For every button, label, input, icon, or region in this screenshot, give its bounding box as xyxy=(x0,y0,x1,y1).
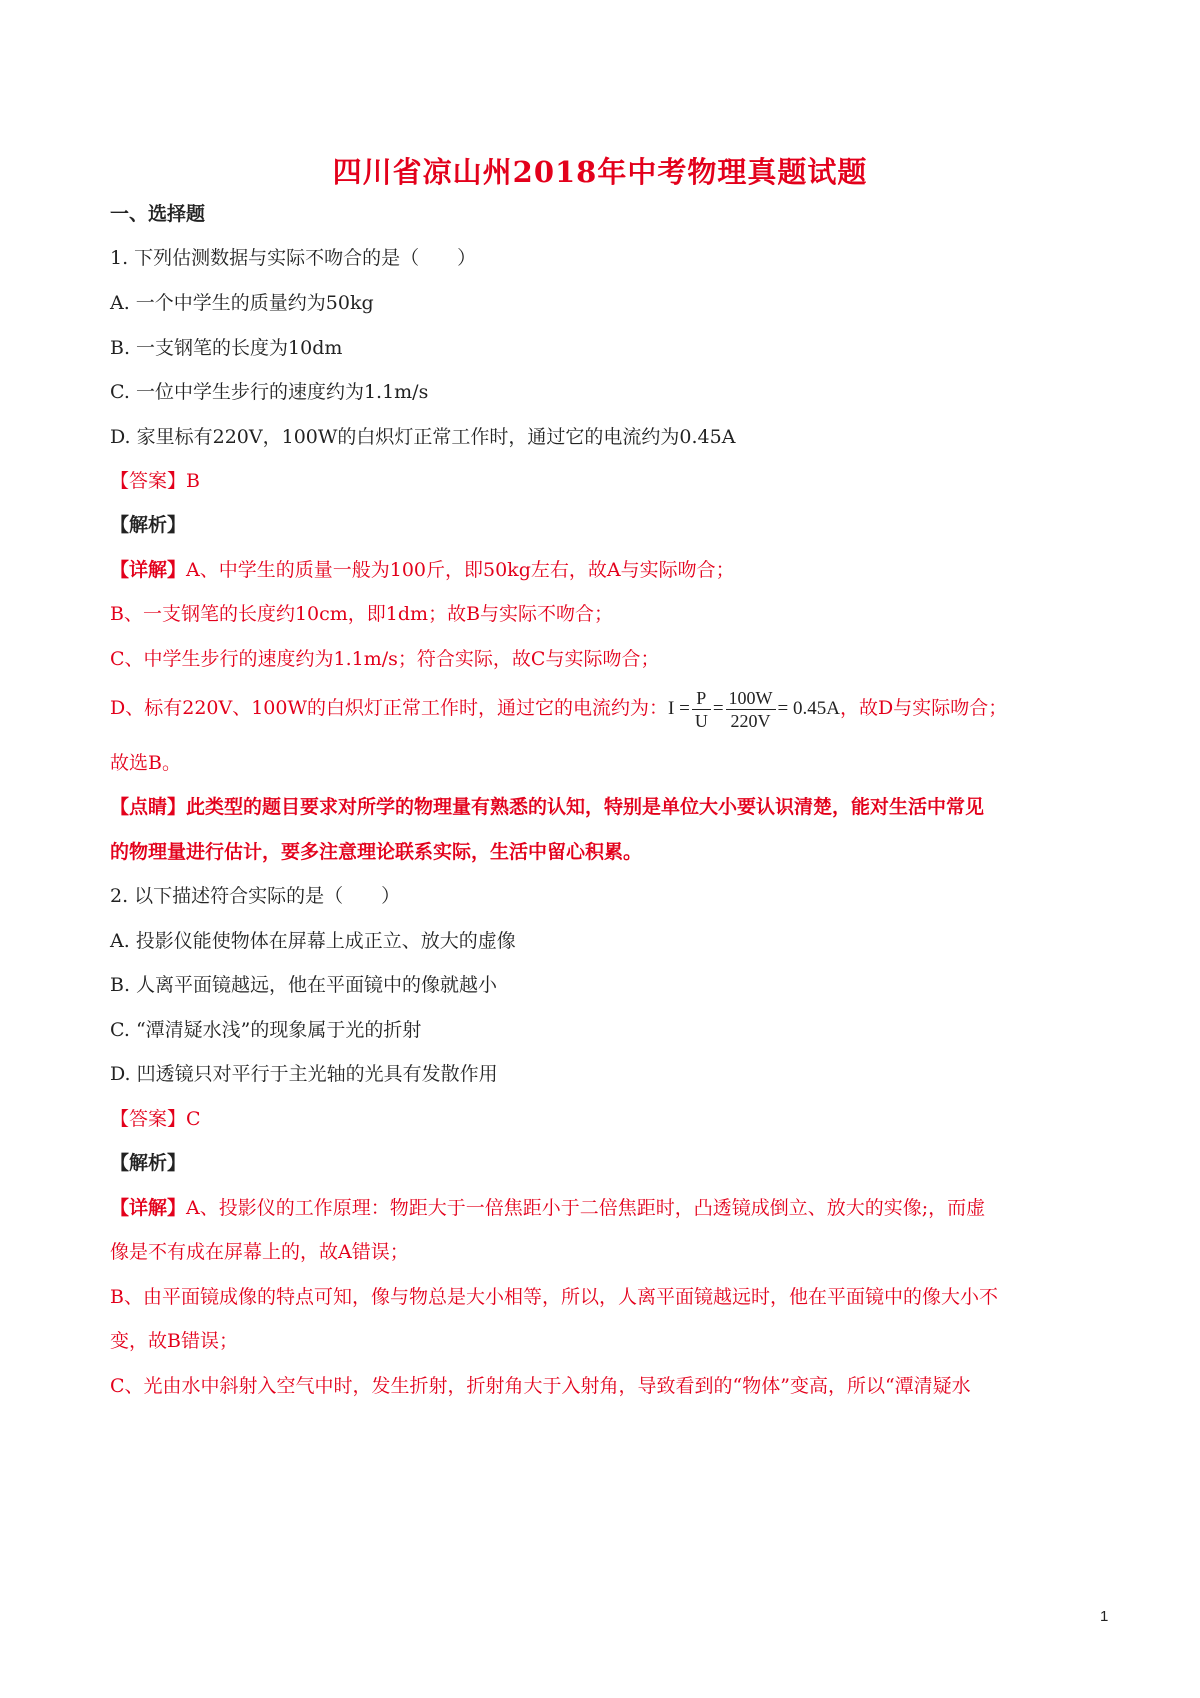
q2-detail-a-line1 xyxy=(110,1195,985,1221)
formula-fraction-power-over-voltage xyxy=(726,687,776,732)
q1-comment-line1 xyxy=(110,794,984,820)
q1-comment-line2: 的物理量进行估计，要多注意理论联系实际，生活中留心积累。 xyxy=(110,841,643,863)
q2-option-a: A. 投影仪能使物体在屏幕上成正立、放大的虚像 xyxy=(110,930,516,952)
fraction-denominator: U xyxy=(694,710,708,731)
q2-option-c: C. “潭清疑水浅”的现象属于光的折射 xyxy=(110,1019,422,1041)
q2-detail-b-line2: 变，故B错误； xyxy=(110,1330,238,1352)
answer-tag: 【答案】 xyxy=(110,1108,187,1130)
answer-tag: 【答案】 xyxy=(110,470,187,492)
q1-analysis-tag: 【解析】 xyxy=(110,514,187,536)
page-number: 1 xyxy=(1100,1608,1109,1625)
q1-option-a: A. 一个中学生的质量约为50kg xyxy=(110,292,374,314)
answer-value: C xyxy=(186,1108,201,1130)
q1-detail-c: C、中学生步行的速度约为1.1m/s；符合实际，故C与实际吻合； xyxy=(110,648,660,670)
detail-tag: 【详解】 xyxy=(110,559,187,581)
q2-option-d: D. 凹透镜只对平行于主光轴的光具有发散作用 xyxy=(110,1063,498,1085)
formula-result: = 0.45A xyxy=(777,698,840,719)
detail-d-suffix: ，故D与实际吻合； xyxy=(839,697,1008,719)
q1-conclusion: 故选B。 xyxy=(110,752,181,774)
comment-text: 此类型的题目要求对所学的物理量有熟悉的认知，特别是单位大小要认识清楚，能对生活中常见 xyxy=(186,796,985,818)
detail-d-prefix: D、标有220V、100W的白炽灯正常工作时，通过它的电流约为： xyxy=(110,697,669,719)
q2-option-b: B. 人离平面镜越远，他在平面镜中的像就越小 xyxy=(110,974,498,996)
answer-value: B xyxy=(186,470,200,492)
q1-detail-b: B、一支钢笔的长度约10cm，即1dm；故B与实际不吻合； xyxy=(110,603,614,625)
q2-detail-c-line1: C、光由水中斜射入空气中时，发生折射，折射角大于入射角，导致看到的“物体”变高，所以“潭清疑水 xyxy=(110,1375,971,1397)
detail-tag: 【详解】 xyxy=(110,1197,187,1219)
q2-detail-b-line1: B、由平面镜成像的特点可知，像与物总是大小相等，所以，人离平面镜越远时，他在平面镜中的像大小不 xyxy=(110,1286,998,1308)
q2-analysis-tag: 【解析】 xyxy=(110,1152,187,1174)
q1-detail-a xyxy=(110,557,735,583)
fraction-numerator: P xyxy=(692,687,711,710)
detail-a-text: A、投影仪的工作原理：物距大于一倍焦距小于二倍焦距时，凸透镜成倒立、放大的实像;，而虚 xyxy=(186,1197,986,1219)
q1-option-d: D. 家里标有220V，100W的白炽灯正常工作时，通过它的电流约为0.45A xyxy=(110,426,736,448)
q2-answer xyxy=(110,1106,201,1132)
formula-equals: = xyxy=(712,698,724,719)
fraction-denominator: 220V xyxy=(730,710,771,731)
comment-tag: 【点睛】 xyxy=(110,796,187,818)
q1-answer xyxy=(110,468,200,494)
formula-fraction-p-over-u xyxy=(692,687,711,732)
q1-option-b: B. 一支钢笔的长度为10dm xyxy=(110,337,343,359)
q2-stem: 2. 以下描述符合实际的是（ ） xyxy=(110,885,401,907)
q2-detail-a-line2: 像是不有成在屏幕上的，故A错误； xyxy=(110,1241,409,1263)
detail-a-text: A、中学生的质量一般为100斤，即50kg左右，故A与实际吻合； xyxy=(186,559,735,581)
section-heading: 一、选择题 xyxy=(110,203,206,225)
fraction-numerator: 100W xyxy=(726,687,776,710)
q1-detail-d xyxy=(110,684,1007,733)
document-title: 四川省凉山州2018年中考物理真题试题 xyxy=(332,155,868,189)
formula-lhs: I = xyxy=(668,698,690,719)
q1-option-c: C. 一位中学生步行的速度约为1.1m/s xyxy=(110,381,429,403)
q1-stem: 1. 下列估测数据与实际不吻合的是（ ） xyxy=(110,247,477,269)
